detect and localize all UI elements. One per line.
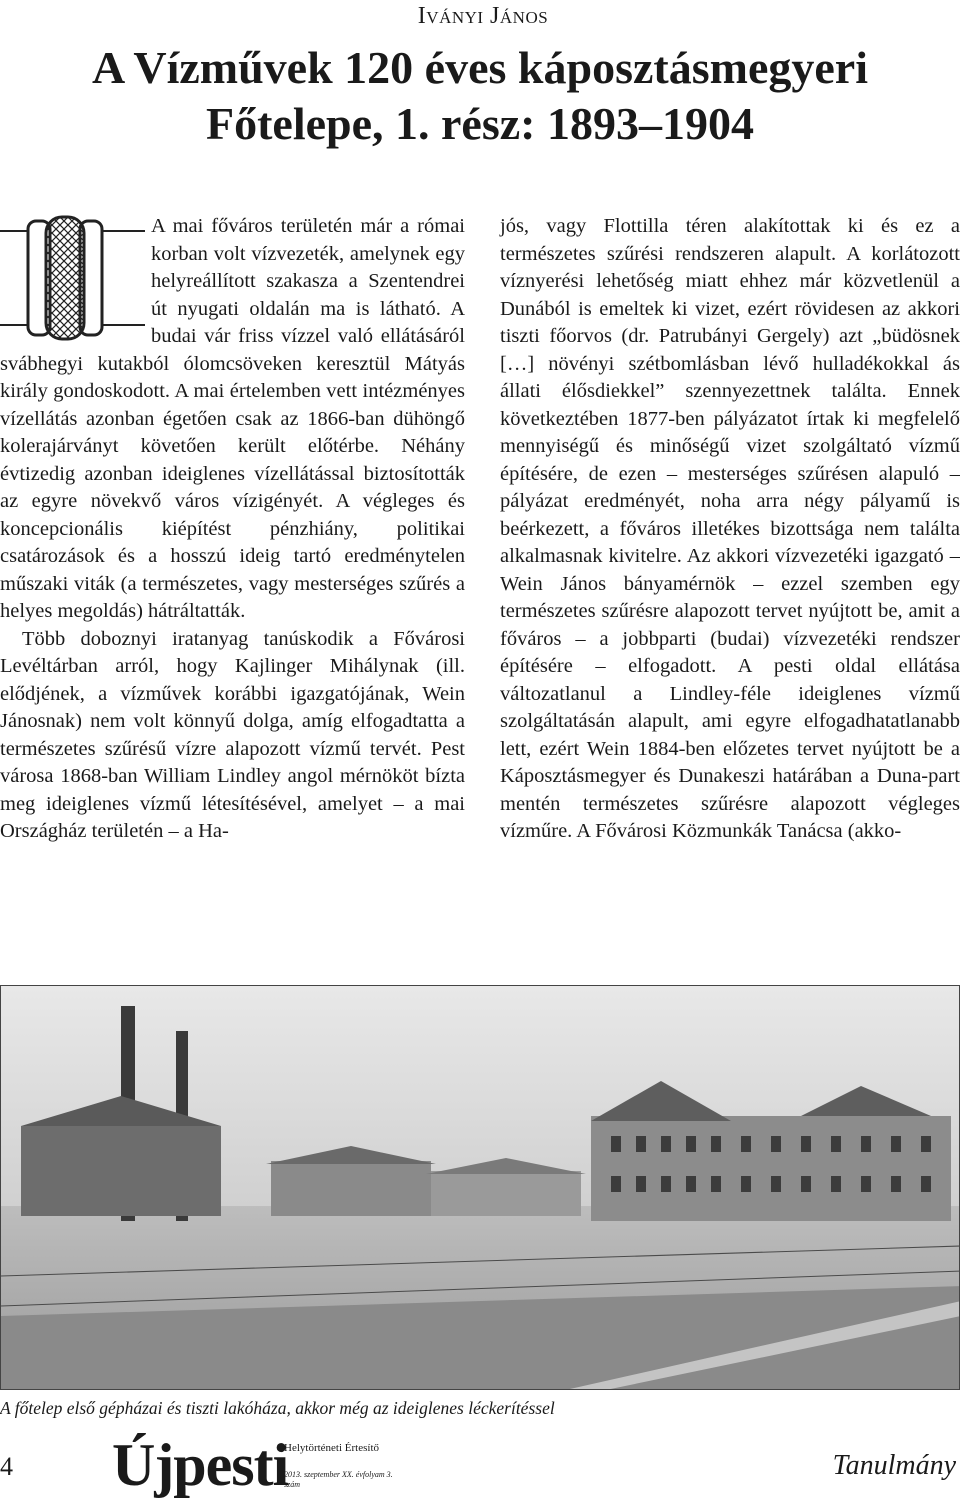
historic-photo <box>0 985 960 1390</box>
section-label: Tanulmány <box>832 1450 956 1481</box>
publication-logo: Újpesti <box>112 1432 289 1498</box>
series-title: Helytörténeti Értesítő <box>284 1442 379 1454</box>
title-line-2: Főtelepe, 1. rész: 1893–1904 <box>205 98 754 149</box>
right-column <box>500 213 960 846</box>
left-paragraph-2: Több doboznyi iratanyag tanúskodik a Fővárosi Levéltárban arról, hogy Kajlinger Mihálynak (ill. elődjének, a vízművek korábbi igazgatójának, Wein Jánosnak) nem volt könnyű dolga, amíg elfogadtatta a természetes szűrésű vízre alapozott vízmű tervét. Pest városa 1868-ban William Lindley angol mérnököt bízta meg ideiglenes vízmű létesítésével, amelyet – a mai Országház területén – a Ha- <box>0 627 465 842</box>
author-name: Iványi János <box>417 3 549 29</box>
left-column <box>0 213 465 846</box>
photo-caption: A főtelep első gépházai és tiszti lakóháza, akkor még az ideiglenes léckerítéssel <box>0 1398 555 1418</box>
right-paragraph: jós, vagy Flottilla téren alakítottak ki és ez a természetes szűrési rendszeren alapult. A korlátozott víznyerési lehetőség miatt ehhez már közvetlenül a Dunából is emeltek ki vizet, ezért rövidesen az akkori tiszti főorvos (dr. Patrubányi Gergely) azt „büdösnek […] növényi szétbomlásban lévő hulladékokkal ás állati élősdiekkel” szennyezettnek találta. Ennek következtében 1877-ben pályázatot írtak ki megfelelő mennyiségű és minőségű vizet szolgáltató vízmű építésére, de ezen – mesterséges szűrésen alapuló – pályázat eredményét, noha arra négy pályamű is beérkezett, a főváros illetékes bizottsága nem találta alkalmasnak kivitelre. Az akkori vízvezetéki igazgató – Wein János bányamérnök – ezzel szemben egy természetes szűrésre alapozott tervet nyújtott be, amit a főváros – a jobbparti (budai) vízvezetéki rendszer építésére – elfogadott. A pesti oldal ellátása változatlanul a Lindley-féle ideiglenes vízmű szolgáltatásán alapult, ami egyre elfogadhatatlanabb lett, ezért Wein 1884-ben előzetes tervet nyújtott be a Káposztásmegyer és Dunakeszi határában a Duna-part mentén természetes szűrésre alapozott végleges vízműre. A Fővárosi Közmunkák Tanácsa (akko- <box>500 215 960 842</box>
roman-pipe-illustration <box>0 213 145 343</box>
page-footer <box>0 1430 960 1504</box>
photo-illustration <box>1 986 960 1390</box>
issue-date: 2013. szeptember XX. évfolyam 3. szám <box>284 1470 393 1489</box>
left-paragraph-1: A mai főváros területén már a római korban volt vízvezeték, amelynek egy helyreállított szakasza a Szentendrei út nyugati oldalán ma is látható. A budai vár friss vízzel való ellátásáról svábhegyi kutakból ólomcsöveken keresztül Mátyás király gondoskodott. A mai értelemben vett intézményes vízellátás azonban égetően csak az 1866-ban dühöngő kolerajárványt követően került előtérbe. Néhány évtizedig azonban ideiglenes vízellátással biztosították az egyre növekvő város vízigényét. A végleges és koncepcionális kiépítést pénzhiány, politikai csatározások és a hosszú ideig tartó eredménytelen műszaki viták (a természetes, vagy mesterséges szűrés a helyes megoldás) hátráltatták. <box>0 215 465 622</box>
article-title <box>30 40 930 152</box>
title-line-1: A Vízművek 120 éves káposztásmegyeri <box>92 42 868 93</box>
page-number: 4 <box>0 1452 13 1481</box>
